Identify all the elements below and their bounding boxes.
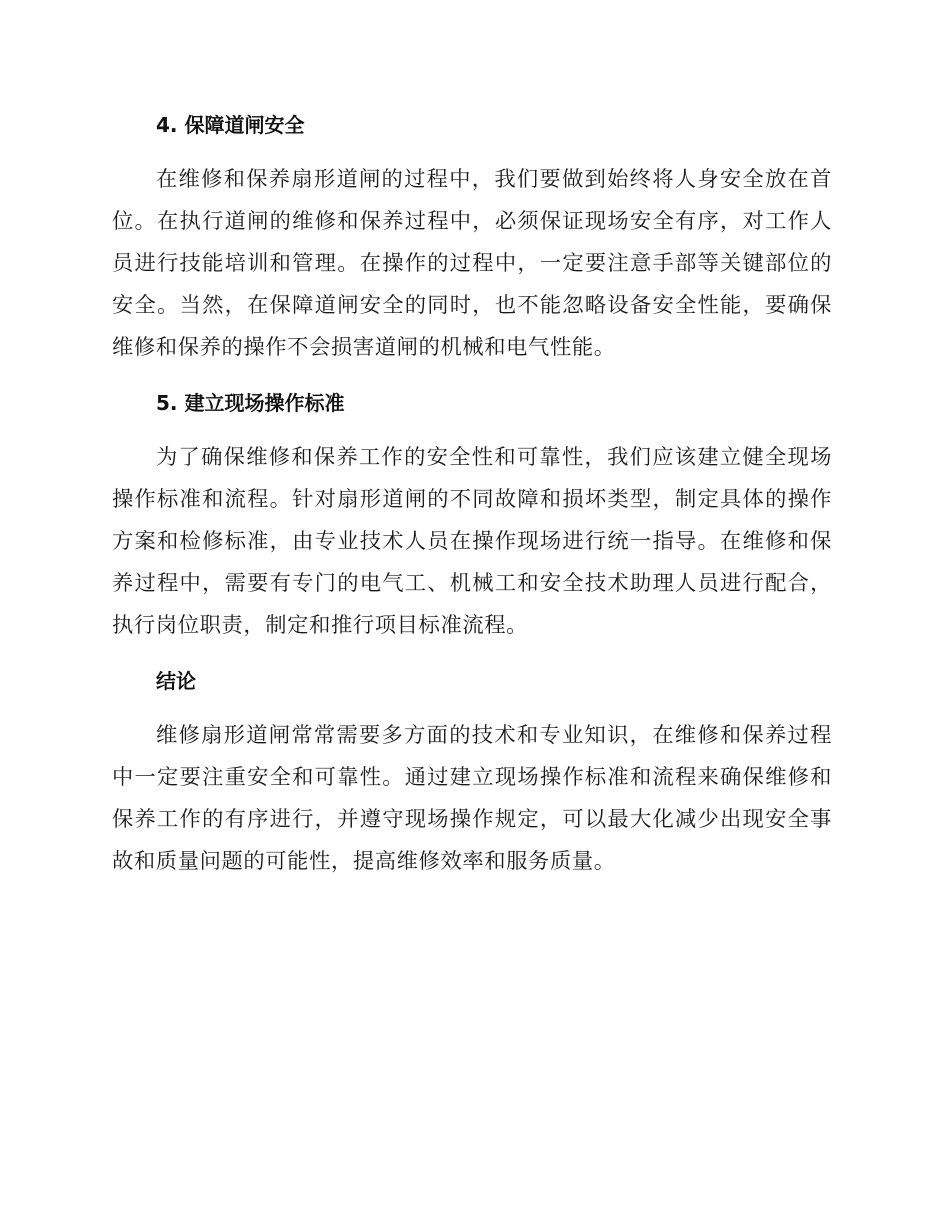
document-body <box>112 104 832 896</box>
section-paragraph-conclusion: 维修扇形道闸常常需要多方面的技术和专业知识，在维修和保养过程中一定要注重安全和可靠性。通过建立现场操作标准和流程来确保维修和保养工作的有序进行，并遵守现场操作规定，可以最大化减少出现安全事故和质量问题的可能性，提高维修效率和服务质量。 <box>112 723 832 874</box>
section-heading-conclusion: 结论 <box>156 669 196 693</box>
section-paragraph-safety: 在维修和保养扇形道闸的过程中，我们要做到始终将人身安全放在首位。在执行道闸的维修和保养过程中，必须保证现场安全有序，对工作人员进行技能培训和管理。在操作的过程中，一定要注意手部等关键部位的安全。当然，在保障道闸安全的同时，也不能忽略设备安全性能，要确保维修和保养的操作不会损害道闸的机械和电气性能。 <box>112 167 832 360</box>
section-heading-safety: 4. 保障道闸安全 <box>156 113 305 137</box>
section-paragraph-standards: 为了确保维修和保养工作的安全性和可靠性，我们应该建立健全现场操作标准和流程。针对扇形道闸的不同故障和损坏类型，制定具体的操作方案和检修标准，由专业技术人员在操作现场进行统一指导。在维修和保养过程中，需要有专门的电气工、机械工和安全技术助理人员进行配合，执行岗位职责，制定和推行项目标准流程。 <box>112 445 832 638</box>
section-heading-standards: 5. 建立现场操作标准 <box>156 391 345 415</box>
